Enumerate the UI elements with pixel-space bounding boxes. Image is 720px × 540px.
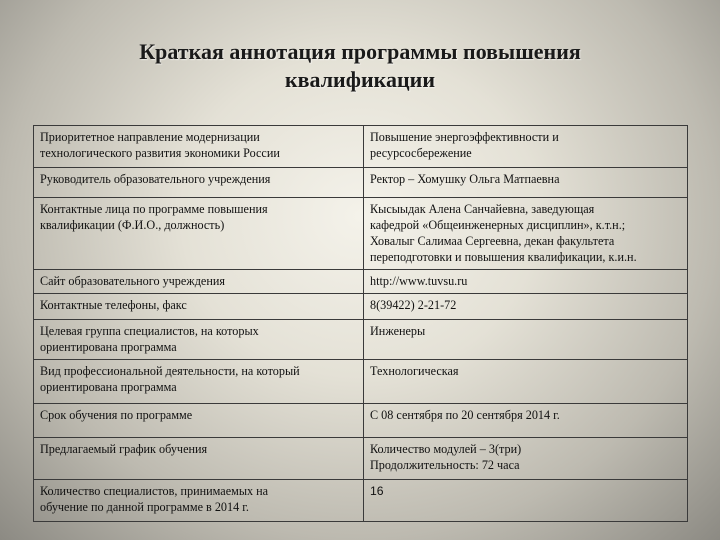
row-label: Срок обучения по программе — [34, 404, 364, 438]
table-row — [34, 404, 688, 438]
row-label: Контактные лица по программе повышения квалификации (Ф.И.О., должность) — [34, 198, 364, 270]
row-label: Количество специалистов, принимаемых на обучение по данной программе в 2014 г. — [34, 480, 364, 522]
row-label: Предлагаемый график обучения — [34, 438, 364, 480]
row-value: 8(39422) 2-21-72 — [364, 294, 688, 320]
table-row — [34, 294, 688, 320]
table-row — [34, 360, 688, 404]
program-info-table — [33, 125, 688, 522]
slide-title-line-2: квалификации — [284, 67, 436, 92]
row-value: С 08 сентября по 20 сентября 2014 г. — [364, 404, 688, 438]
row-value: http://www.tuvsu.ru — [364, 270, 688, 294]
table-row — [34, 126, 688, 168]
row-label: Целевая группа специалистов, на которых ориентирована программа — [34, 320, 364, 360]
row-value: Кысыыдак Алена Санчайевна, заведующая кафедрой «Общеинженерных дисциплин», к.т.н.; Ховалыг Салимаа Сергеевна, декан факультета переподготовки и повышения квалификации, к.и.н. — [364, 198, 688, 270]
row-value: Инженеры — [364, 320, 688, 360]
row-value: Повышение энергоэффективности и ресурсосбережение — [364, 126, 688, 168]
row-value: 16 — [364, 480, 688, 522]
table-row — [34, 168, 688, 198]
row-value: Технологическая — [364, 360, 688, 404]
table-row — [34, 198, 688, 270]
slide-title — [60, 38, 660, 94]
table-row — [34, 320, 688, 360]
row-label: Контактные телефоны, факс — [34, 294, 364, 320]
table-row — [34, 438, 688, 480]
table-row — [34, 480, 688, 522]
table-row — [34, 270, 688, 294]
row-label: Сайт образовательного учреждения — [34, 270, 364, 294]
row-value: Ректор – Хомушку Ольга Матпаевна — [364, 168, 688, 198]
row-value: Количество модулей – 3(три) Продолжительность: 72 часа — [364, 438, 688, 480]
row-label: Вид профессиональной деятельности, на который ориентирована программа — [34, 360, 364, 404]
row-label: Руководитель образовательного учреждения — [34, 168, 364, 198]
row-label: Приоритетное направление модернизации технологического развития экономики России — [34, 126, 364, 168]
slide-title-line-1: Краткая аннотация программы повышения — [139, 39, 581, 64]
